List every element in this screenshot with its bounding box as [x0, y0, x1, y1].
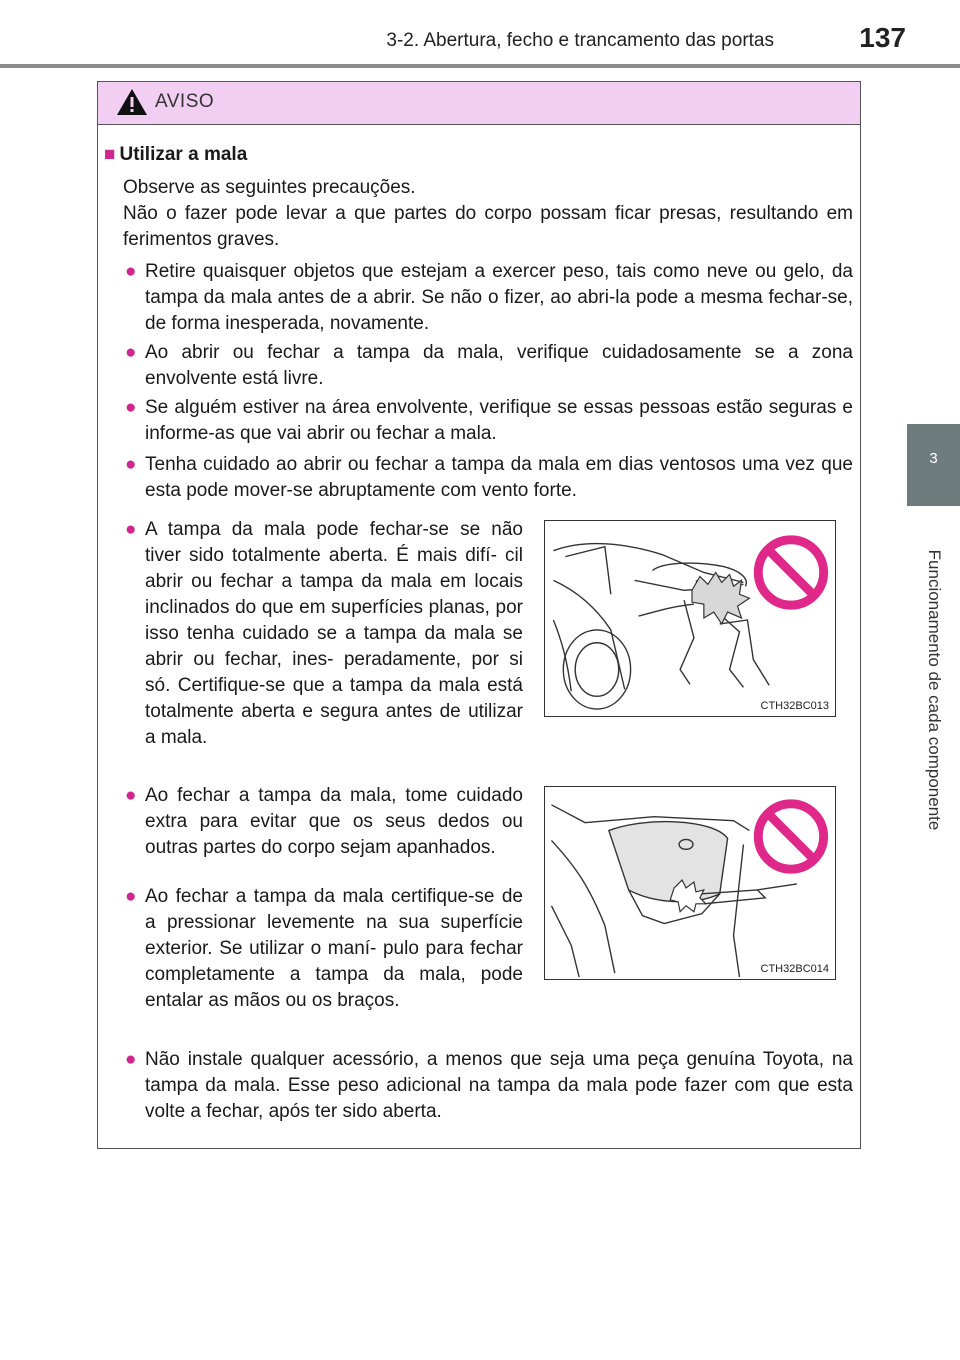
bullet-dot-icon: ● [125, 886, 137, 907]
header-rule [0, 64, 960, 68]
figure-trunk-closing [544, 786, 836, 980]
bullet-dot-icon: ● [125, 1049, 137, 1070]
car-trunk-illustration [545, 521, 835, 716]
intro-line-2: Não o fazer pode levar a que partes do corpo possam ficar presas, resultando em ferimentos graves. [123, 203, 853, 250]
bullet-dot-icon: ● [125, 261, 137, 282]
chapter-tab: 3 [907, 424, 960, 506]
figure-code: CTH32BC014 [760, 963, 829, 975]
bullet-dot-icon: ● [125, 342, 137, 363]
bullet-text-1: Retire quaisquer objetos que estejam a exercer peso, tais como neve ou gelo, da tampa da mala antes de a abrir. Se não o fizer, ao abri-la pode a mesma fechar-se, de forma inesperada, novamente. [145, 261, 853, 334]
bullet-text-3: Se alguém estiver na área envolvente, verifique se essas pessoas estão seguras e informe-as que vai abrir ou fechar a mala. [145, 397, 853, 444]
intro-line-1: Observe as seguintes precauções. [123, 177, 416, 198]
section-title-text: Utilizar a mala [119, 144, 248, 165]
prohibition-icon [758, 540, 823, 605]
section-title [104, 144, 247, 166]
bullet-dot-icon: ● [125, 519, 137, 540]
square-bullet-icon: ■ [104, 144, 116, 165]
bullet-dot-icon: ● [125, 397, 137, 418]
prohibition-icon [758, 804, 823, 869]
bullet-text-6: Ao fechar a tampa da mala, tome cuidado extra para evitar que os seus dedos ou outras partes do corpo sejam apanhados. [145, 785, 523, 858]
warning-triangle-icon [116, 87, 148, 117]
bullet-text-8: Não instale qualquer acessório, a menos que seja uma peça genuína Toyota, na tampa da mala. Esse peso adicional na tampa da mala pode fazer com que esta volte a fechar, após ter sido aberta. [145, 1049, 853, 1122]
bullet-text-5: A tampa da mala pode fechar-se se não tiver sido totalmente aberta. É mais difí- cil abrir ou fechar a tampa da mala em locais inclinados do que em superfícies planas, por isso tenha cuidado se a tampa da mala se abrir ou fechar, ines- peradamente, por si só. Certifique-se que a tampa da mala está totalmente aberta e segura antes de utilizar a mala. [145, 519, 523, 748]
figure-code: CTH32BC013 [760, 700, 829, 712]
section-header: 3-2. Abertura, fecho e trancamento das portas [386, 30, 774, 51]
bullet-text-4: Tenha cuidado ao abrir ou fechar a tampa da mala em dias ventosos uma vez que esta pode mover-se abruptamente com vento forte. [145, 454, 853, 501]
bullet-text-7: Ao fechar a tampa da mala certifique-se de a pressionar levemente na sua superfície exterior. Se utilizar o maní- pulo para fechar completamente a tampa da mala, pode entalar as mãos ou os braços. [145, 886, 523, 1011]
bullet-dot-icon: ● [125, 785, 137, 806]
chapter-label: Funcionamento de cada componente [925, 549, 944, 831]
bullet-text-2: Ao abrir ou fechar a tampa da mala, verifique cuidadosamente se a zona envolvente está livre. [145, 342, 853, 389]
page-number: 137 [859, 22, 906, 53]
bullet-dot-icon: ● [125, 454, 137, 475]
trunk-closing-illustration [545, 787, 835, 979]
warning-header [98, 82, 860, 125]
figure-trunk-opening [544, 520, 836, 717]
warning-label: AVISO [155, 91, 215, 112]
